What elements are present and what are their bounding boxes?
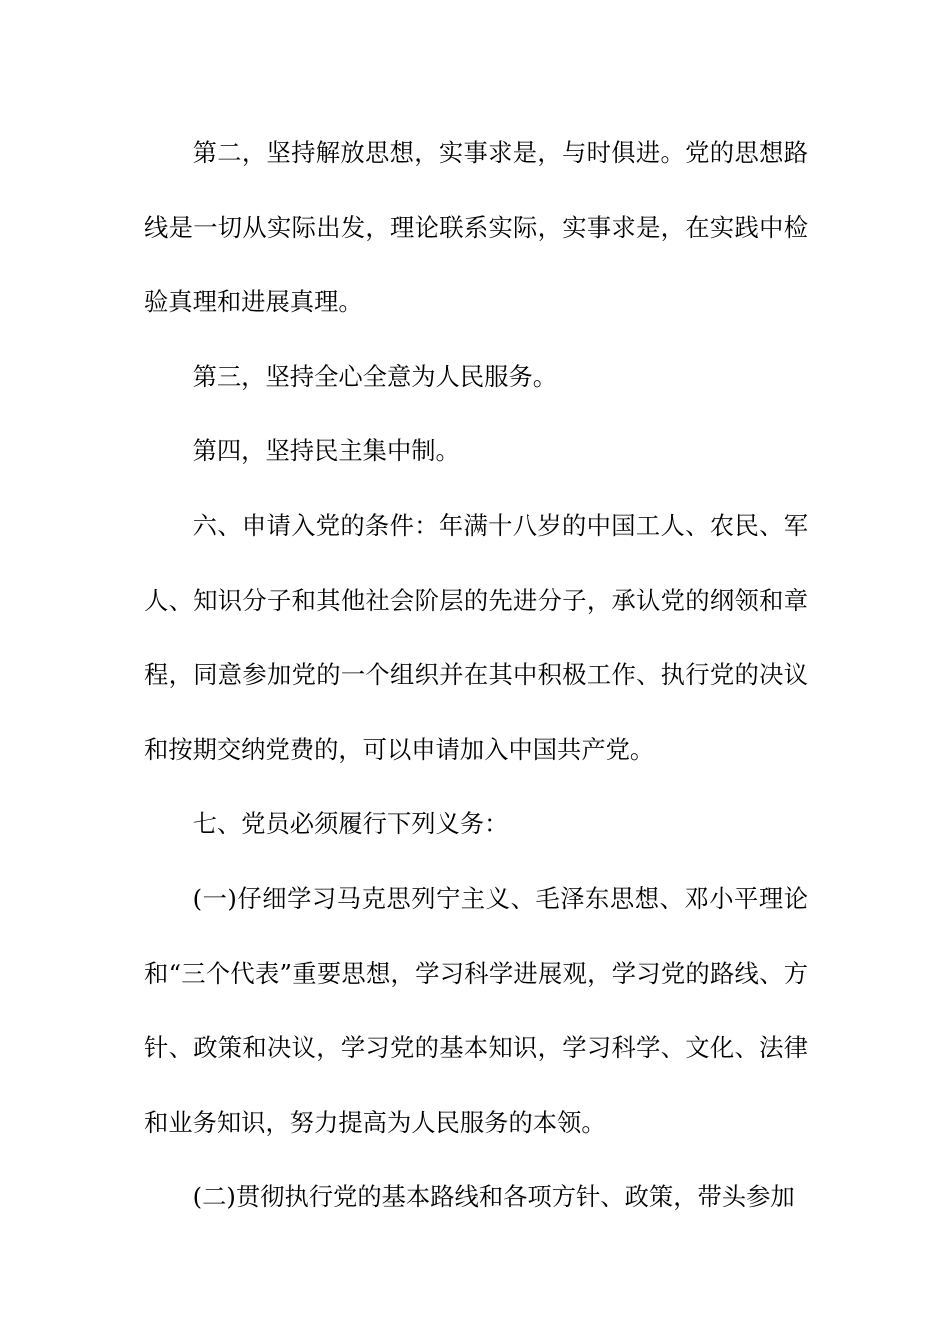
paragraph-member-obligations-heading: 七、党员必须履行下列义务： <box>192 809 509 839</box>
paragraph-thought-line: 第二，坚持解放思想，实事求是，与时俱进。党的思想路线是一切从实际出发，理论联系实际，实事求是，在实践中检验真理和进展真理。 <box>144 138 808 317</box>
paragraph-serve-people: 第三，坚持全心全意为人民服务。 <box>192 361 558 391</box>
paragraph-membership-conditions: 六、申请入党的条件：年满十八岁的中国工人、农民、军人、知识分子和其他社会阶层的先进分子，承认党的纲领和章程，同意参加党的一个组织并在其中积极工作、执行党的决议和按期交纳党费的，可以申请加入中国共产党。 <box>144 510 808 764</box>
paragraph-obligation-1: (一)仔细学习马克思列宁主义、毛泽东思想、邓小平理论和“三个代表”重要思想，学习科学进展观，学习党的路线、方针、政策和决议，学习党的基本知识，学习科学、文化、法律和业务知识，努力提高为人民服务的本领。 <box>144 883 808 1137</box>
paragraph-obligation-2: (二)贯彻执行党的基本路线和各项方针、政策，带头参加 <box>192 1182 795 1212</box>
paragraph-democratic-centralism: 第四，坚持民主集中制。 <box>192 436 460 466</box>
document-body <box>144 116 808 1235</box>
